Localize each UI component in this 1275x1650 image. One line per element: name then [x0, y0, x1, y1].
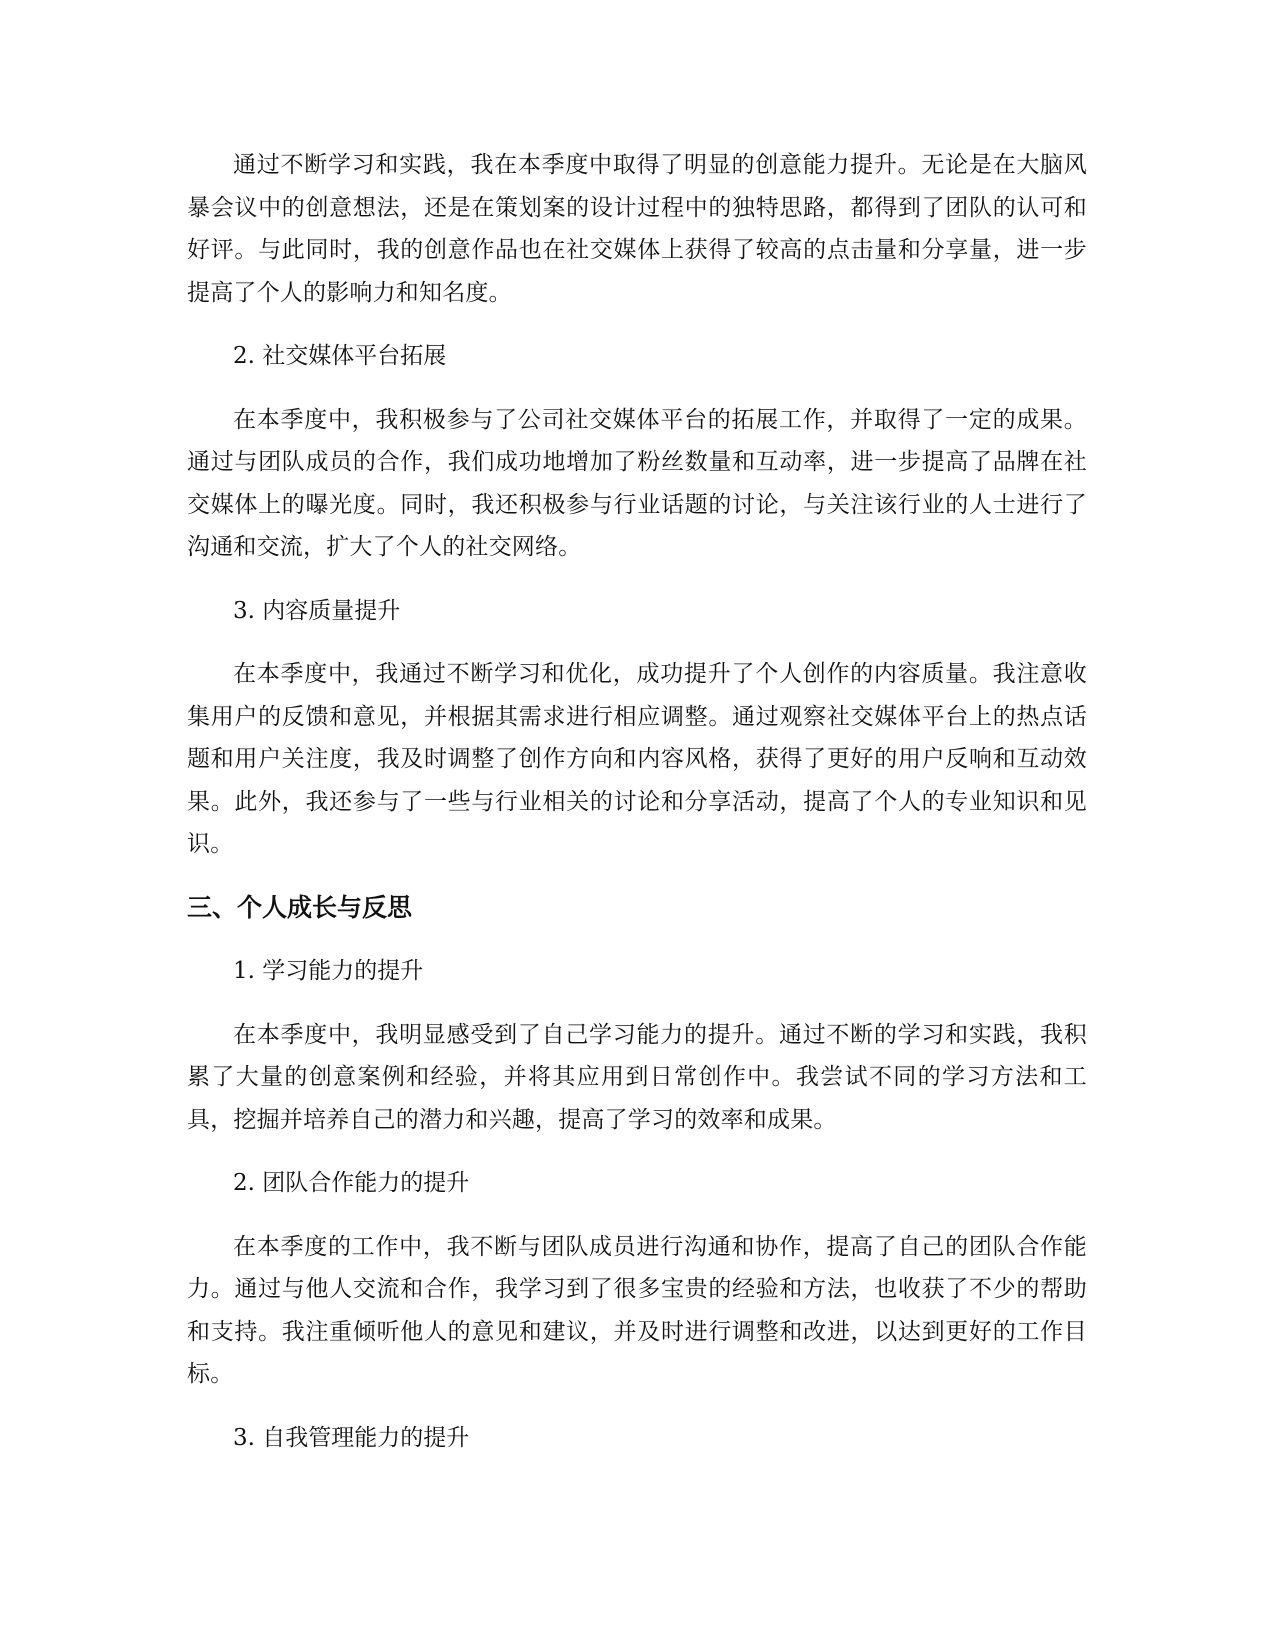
subheading-learning: 1. 学习能力的提升: [233, 958, 424, 984]
paragraph-social-media: 在本季度中，我积极参与了公司社交媒体平台的拓展工作，并取得了一定的成果。通过与团队成员的合作，我们成功地增加了粉丝数量和互动率，进一步提高了品牌在社交媒体上的曝光度。同时，我还积极参与行业话题的讨论，与关注该行业的人士进行了沟通和交流，扩大了个人的社交网络。: [187, 406, 1087, 560]
subheading-teamwork: 2. 团队合作能力的提升: [233, 1170, 470, 1196]
subheading-social-media: 2. 社交媒体平台拓展: [233, 343, 447, 369]
subheading-self-management: 3. 自我管理能力的提升: [233, 1424, 470, 1451]
paragraph-learning: 在本季度中，我明显感受到了自己学习能力的提升。通过不断的学习和实践，我积累了大量的创意案例和经验，并将其应用到日常创作中。我尝试不同的学习方法和工具，挖掘并培养自己的潜力和兴趣，提高了学习的效率和成果。: [187, 1021, 1087, 1133]
paragraph-teamwork: 在本季度的工作中，我不断与团队成员进行沟通和协作，提高了自己的团队合作能力。通过与他人交流和合作，我学习到了很多宝贵的经验和方法，也收获了不少的帮助和支持。我注重倾听他人的意见和建议，并及时进行调整和改进，以达到更好的工作目标。: [187, 1233, 1087, 1387]
subheading-content-quality: 3. 内容质量提升: [233, 597, 401, 624]
document-page: [187, 144, 1087, 1480]
section-title-growth: 三、个人成长与反思: [187, 892, 413, 922]
paragraph-creativity: 通过不断学习和实践，我在本季度中取得了明显的创意能力提升。无论是在大脑风暴会议中的创意想法，还是在策划案的设计过程中的独特思路，都得到了团队的认可和好评。与此同时，我的创意作品也在社交媒体上获得了较高的点击量和分享量，进一步提高了个人的影响力和知名度。: [187, 152, 1087, 306]
paragraph-content-quality: 在本季度中，我通过不断学习和优化，成功提升了个人创作的内容质量。我注意收集用户的反馈和意见，并根据其需求进行相应调整。通过观察社交媒体平台上的热点话题和用户关注度，我及时调整了创作方向和内容风格，获得了更好的用户反响和互动效果。此外，我还参与了一些与行业相关的讨论和分享活动，提高了个人的专业知识和见识。: [187, 661, 1087, 857]
